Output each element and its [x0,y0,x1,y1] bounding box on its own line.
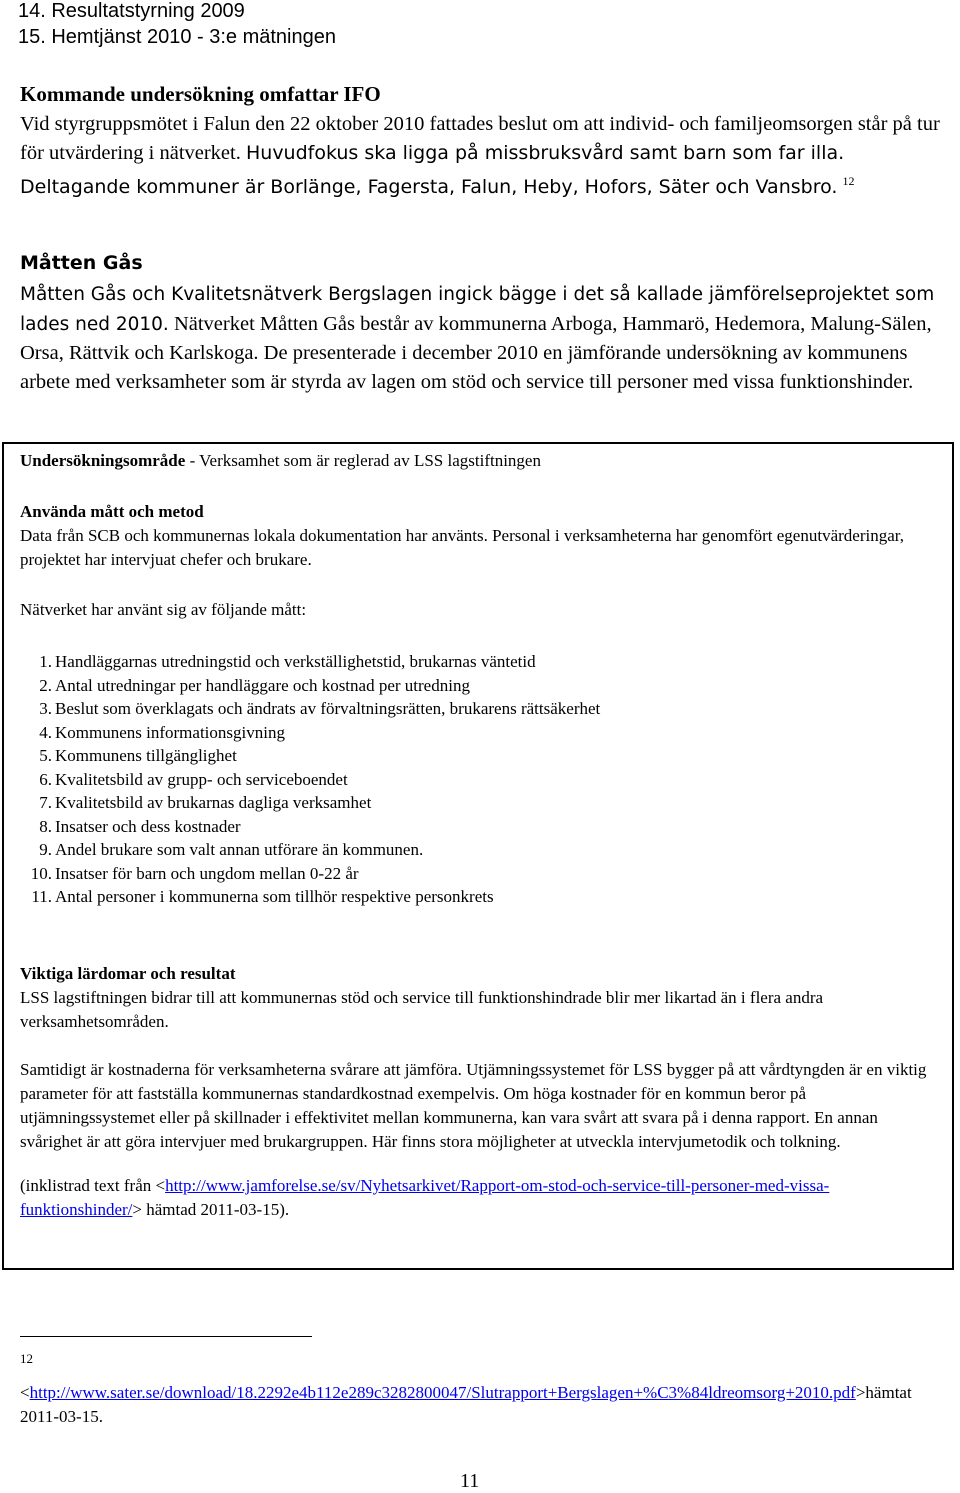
footnote-ref[interactable]: 12 [842,174,855,188]
measure-item [20,721,940,745]
measure-text: Beslut som överklagats och ändrats av förvaltningsrätten, brukarens rättsäkerhet [55,699,601,718]
measure-text: Kommunens informationsgivning [55,722,285,742]
measure-text: Kvalitetsbild av brukarnas dagliga verksamhet [55,793,372,812]
area-line [20,449,940,473]
methods-heading: Använda mått och metod [20,502,204,521]
measure-text: Handläggarnas utredningstid och verkställighetstid, brukarnas väntetid [55,652,536,671]
source-line [20,1174,940,1222]
measure-item [20,744,940,768]
footnote-number: 12 [20,1351,33,1366]
measure-item [20,791,940,815]
measure-item [20,862,940,886]
measure-item [20,815,940,839]
measure-number: 2. [39,675,52,695]
measure-number: 8. [39,816,52,836]
area-label: Undersökningsområde [20,451,186,470]
measure-number: 3. [39,699,52,718]
measure-number: 7. [39,793,52,812]
measure-text: Kommunens tillgänglighet [55,746,237,765]
measure-number: 5. [39,746,52,765]
measure-text: Antal personer i kommunerna som tillhör respektive personkrets [55,887,494,906]
measure-item [20,838,940,862]
measures-list-container [20,650,940,909]
source-link[interactable]: http://www.jamforelse.se/sv/Nyhetsarkivet/Rapport-om-stod-och-service-till-personer-med-vissa-funktionshinder/ [20,1176,830,1219]
matten-body-1: Måtten Gås och Kvalitetsnätverk Bergslagen ingick bägge i det så kallade jämförelseprojektet som lades ned 2010. [20,284,935,335]
measure-number: 6. [39,769,52,789]
lessons-text-2: Samtidigt är kostnaderna för verksamheterna svårare att jämföra. Utjämningssystemet för LSS bygger på att vårdtyngden är en viktig parameter för att fastställa kommunernas standardkostnad exempelvis. Om höga kostnader för en kommun beror på utjämningssystemet eller på skillnader i effektivitet mellan kommunerna, kan vara svårt att svara på i denna rapport. En annan svårighet är att göra intervjuer med brukargruppen. Här finns stora möjligheter at utveckla intervjumetodik och tolkning. [20,1060,927,1151]
footnote-rule [20,1336,312,1337]
measure-item [20,768,940,792]
measure-number: 11. [31,887,52,906]
ifo-body-2: Huvudfokus ska ligga på missbruksvård samt barn som far illa. Deltagande kommuner är Borlänge, Fagersta, Falun, Heby, Hofors, Säter och Vansbro. [20,141,845,198]
matten-body-2: Nätverket Måtten Gås består av kommunerna Arboga, Hammarö, Hedemora, Malung-Sälen, Orsa, Rättvik och Karlskoga. [20,312,932,364]
area-text: - Verksamhet som är reglerad av LSS lagstiftningen [185,451,541,470]
footnote-prefix: < [20,1383,30,1402]
source-prefix: (inklistrad text från < [20,1176,166,1195]
matten-heading: Måtten Gås [20,252,143,274]
footnote-suffix: >hämtat 2011-03-15. [20,1383,912,1426]
matten-body-3: De presenterade i december 2010 en jämförande undersökning av kommunens arbete med verksamheter som är styrda av lagen om stöd och service till personer med vissa funktionshinder. [20,342,914,393]
measure-number: 9. [39,840,52,859]
measure-item [20,650,940,674]
ifo-paragraph [20,110,950,201]
toc-item-14: 14. Resultatstyrning 2009 [18,0,245,22]
lessons-text-1: LSS lagstiftningen bidrar till att kommunernas stöd och service till funktionshindrade blir mer likartad än i flera andra verksamhetsområden. [20,988,824,1031]
ifo-heading: Kommande undersökning omfattar IFO [20,82,381,106]
methods-text: Data från SCB och kommunernas lokala dokumentation har använts. Personal i verksamheterna har genomfört egenutvärderingar, projektet har intervjuat chefer och brukare. [20,526,904,569]
methods-block [20,500,940,572]
measure-number: 1. [39,652,52,671]
measure-text: Insatser för barn och ungdom mellan 0-22 år [55,863,359,883]
measures-list [20,650,940,909]
measure-item [20,697,940,721]
page-number: 11 [460,1470,480,1492]
footnote-link[interactable]: http://www.sater.se/download/18.2292e4b112e289c3282800047/Slutrapport+Bergslagen+%C3%84ldreomsorg+2010.pdf [29,1383,856,1402]
measure-text: Insatser och dess kostnader [55,816,241,836]
measures-intro: Nätverket har använt sig av följande mått: [20,600,307,619]
measure-number: 10. [30,863,52,883]
measure-text: Andel brukare som valt annan utförare än kommunen. [55,840,424,859]
measure-number: 4. [39,722,52,742]
lessons-heading: Viktiga lärdomar och resultat [20,964,236,983]
measure-item [20,885,940,909]
footnote-text [20,1381,948,1429]
measure-text: Kvalitetsbild av grupp- och serviceboendet [55,769,348,789]
toc-item-15: 15. Hemtjänst 2010 - 3:e mätningen [18,26,336,48]
lessons-block [20,962,940,1222]
measure-item [20,674,940,698]
ifo-body-1: Vid styrgruppsmötet i Falun den 22 oktober 2010 fattades beslut om att individ- och familjeomsorgen står på tur för utvärdering i nätverket. [20,113,940,164]
source-suffix: > hämtad 2011-03-15). [132,1200,290,1219]
measure-text: Antal utredningar per handläggare och kostnad per utredning [55,675,470,695]
matten-paragraph [20,280,950,396]
